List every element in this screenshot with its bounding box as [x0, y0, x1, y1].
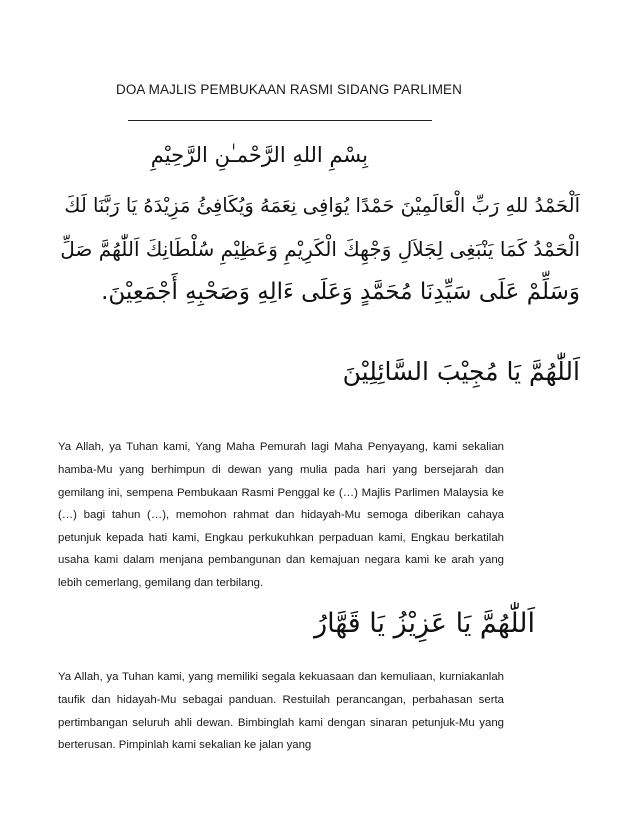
basmalah: بِسْمِ اللهِ الرَّحْمـٰنِ الرَّحِيْمِ — [150, 143, 368, 167]
arabic-opening-line-3: وَسَلِّمْ عَلَى سَيِّدِنَا مُحَمَّدٍ وَعَلَى ءَالِهِ وَصَحْبِهِ أَجْمَعِيْنَ. — [101, 279, 580, 305]
arabic-opening-line-2: الْحَمْدُ كَمَا يَنْبَغِى لِجَلاَلِ وَجْهِكَ الْكَرِيْمِ وَعَظِيْمِ سُلْطَانِكَ اَللّٰهُمَّ صَلِّ — [60, 237, 580, 261]
paragraph-1: Ya Allah, ya Tuhan kami, Yang Maha Pemurah lagi Maha Penyayang, kami sekalian hamba-Mu yang berhimpun di dewan yang mulia pada hari yang bersejarah dan gemilang ini, sempena Pembukaan Rasmi Penggal ke (…) Majlis Parlimen Malaysia ke (…) bagi tahun (…), memohon rahmat dan hidayah-Mu semoga diberikan cahaya petunjuk kepada hati kami, Engkau perkukuhkan perpaduan kami, Engkau berkatilah usaha kami dalam menjana pembangunan dan kemajuan negara kami ke arah yang lebih cemerlang, gemilang dan terbilang. — [58, 441, 504, 589]
arabic-heading-2: اَللّٰهُمَّ يَا عَزِيْزُ يَا قَهَّارُ — [314, 608, 535, 639]
document-title — [0, 82, 638, 97]
paragraph-2: Ya Allah, ya Tuhan kami, yang memiliki segala kekuasaan dan kemuliaan, kurniakanlah taufik dan hidayah-Mu sebagai panduan. Restuilah perancangan, perbahasan serta pertimbangan seluruh ahli dewan. Bimbinglah kami dengan sinaran petunjuk-Mu yang berterusan. Pimpinlah kami sekalian ke jalan yang — [58, 671, 504, 752]
arabic-opening-line-1: اَلْحَمْدُ للهِ رَبِّ الْعَالَمِيْنَ حَمْدًا يُوَافِى نِعَمَهُ وَيُكَافِئُ مَزِيْدَهُ يَا رَبَّنَا لَكَ — [64, 194, 580, 217]
arabic-heading-1: اَللّٰهُمَّ يَا مُجِيْبَ السَّائِلِيْنَ — [342, 357, 580, 386]
document-title-text: DOA MAJLIS PEMBUKAAN RASMI SIDANG PARLIMEN — [115, 82, 463, 97]
title-underline — [128, 120, 432, 121]
